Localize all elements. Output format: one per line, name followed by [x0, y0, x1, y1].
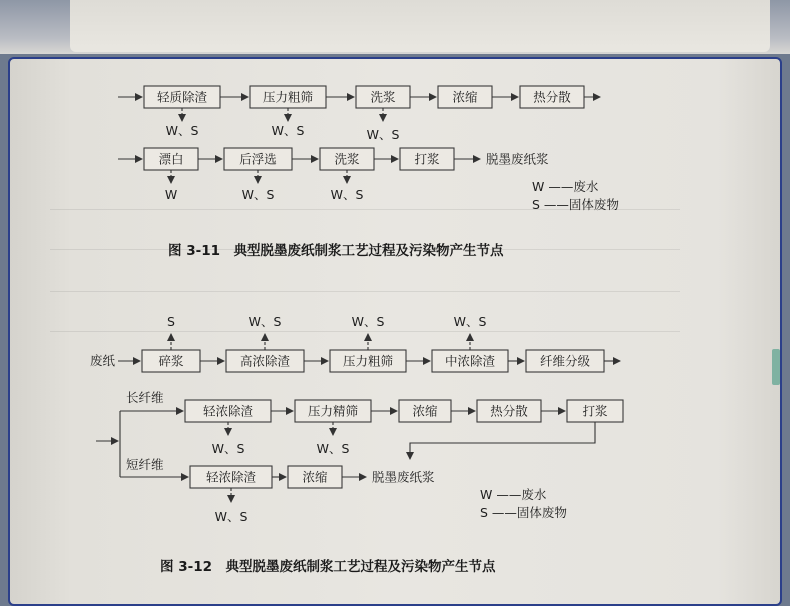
box-bleaching [144, 148, 198, 170]
emission-ws: W、S [351, 314, 385, 329]
box-hot-dispersion [477, 400, 541, 422]
previous-page-edge [70, 0, 770, 52]
svg-text:热分散: 热分散 [490, 403, 528, 419]
box-washing [356, 86, 410, 108]
svg-text:浓缩: 浓缩 [412, 403, 438, 419]
svg-text:压力粗筛: 压力粗筛 [262, 89, 314, 105]
legend-s: S ——固体废物 [532, 197, 619, 212]
figure-caption: 图 3-11 典型脱墨废纸制浆工艺过程及污染物产生节点 [168, 243, 504, 259]
figure-caption: 图 3-12 典型脱墨废纸制浆工艺过程及污染物产生节点 [160, 559, 496, 575]
emission-ws: W、S [366, 127, 400, 142]
box-thickening-short [288, 466, 342, 488]
emission-s: S [167, 314, 175, 329]
svg-text:轻浓除渣: 轻浓除渣 [202, 403, 254, 419]
box-fiber-fractionation [526, 350, 604, 372]
short-fiber-label: 短纤维 [126, 457, 164, 472]
svg-text:轻浓除渣: 轻浓除渣 [205, 469, 257, 485]
svg-text:压力粗筛: 压力粗筛 [342, 353, 394, 369]
process-diagrams [10, 59, 780, 604]
box-light-cleaning [144, 86, 220, 108]
emission-ws: W、S [330, 187, 364, 202]
emission-ws: W、S [165, 123, 199, 138]
svg-text:后浮选: 后浮选 [239, 151, 277, 167]
emission-ws: W、S [316, 441, 350, 456]
legend-w: W ——废水 [532, 179, 599, 194]
svg-text:高浓除渣: 高浓除渣 [239, 353, 291, 369]
svg-text:碎浆: 碎浆 [158, 353, 184, 369]
emission-ws: W、S [241, 187, 275, 202]
svg-text:轻质除渣: 轻质除渣 [156, 89, 208, 105]
legend-s: S ——固体废物 [480, 505, 567, 520]
svg-text:浓缩: 浓缩 [452, 89, 478, 105]
svg-text:洗浆: 洗浆 [370, 89, 396, 105]
figure-3-11 [118, 86, 619, 259]
emission-ws: W、S [211, 441, 245, 456]
box-beating [400, 148, 454, 170]
box-pressure-coarse-screen [250, 86, 326, 108]
box-low-density-cleaning [185, 400, 271, 422]
svg-text:压力精筛: 压力精筛 [307, 403, 359, 419]
box-beating [567, 400, 623, 422]
long-fiber-label: 长纤维 [126, 390, 164, 405]
emission-ws: W、S [248, 314, 282, 329]
box-pressure-coarse-screen [330, 350, 406, 372]
svg-text:纤维分级: 纤维分级 [539, 353, 591, 369]
box-high-density-cleaning [226, 350, 304, 372]
box-thickening [399, 400, 451, 422]
svg-text:漂白: 漂白 [158, 151, 184, 167]
emission-ws: W、S [453, 314, 487, 329]
box-low-density-cleaning-short [190, 466, 272, 488]
legend-w: W ——废水 [480, 487, 547, 502]
box-post-flotation [224, 148, 292, 170]
svg-text:洗浆: 洗浆 [334, 151, 360, 167]
box-medium-density-cleaning [432, 350, 508, 372]
svg-text:热分散: 热分散 [533, 89, 571, 105]
figure-3-12 [90, 314, 623, 575]
product-label: 脱墨废纸浆 [372, 469, 435, 485]
input-label: 废纸 [90, 353, 116, 368]
box-pressure-fine-screen [295, 400, 371, 422]
box-washing-2 [320, 148, 374, 170]
box-pulping [142, 350, 200, 372]
box-hot-dispersion [520, 86, 584, 108]
emission-ws: W、S [214, 509, 248, 524]
emission-ws: W、S [271, 123, 305, 138]
svg-text:打浆: 打浆 [582, 403, 608, 419]
svg-text:打浆: 打浆 [414, 151, 440, 167]
book-page [8, 57, 782, 606]
svg-text:中浓除渣: 中浓除渣 [444, 353, 496, 369]
emission-w: W [164, 187, 178, 202]
product-label: 脱墨废纸浆 [486, 151, 549, 167]
box-thickening [438, 86, 492, 108]
svg-text:浓缩: 浓缩 [302, 469, 328, 485]
